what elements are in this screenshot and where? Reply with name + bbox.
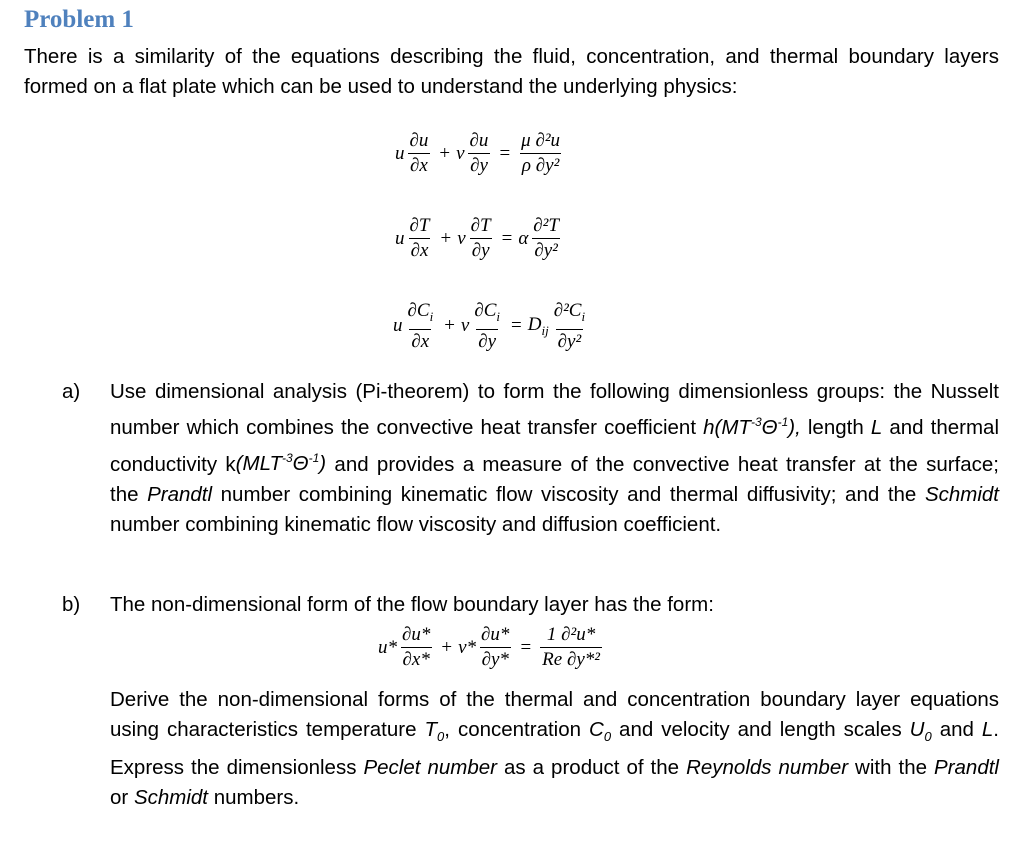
text-run: ) xyxy=(319,452,327,476)
numerator: ∂u xyxy=(409,130,429,151)
energy-equation xyxy=(395,215,564,262)
numerator: ∂u* xyxy=(481,624,510,645)
intro-paragraph: There is a similarity of the equations describing the fluid, concentration, and thermal boundary layers formed on a flat plate which can be used to understand the underlying physics: xyxy=(24,45,999,98)
subscript: ij xyxy=(541,322,549,338)
eq-term: u xyxy=(395,227,405,249)
fraction xyxy=(519,130,562,177)
operator: + xyxy=(441,636,453,658)
nondim-equation xyxy=(378,624,605,671)
numerator: ∂T xyxy=(470,215,491,236)
operator: = xyxy=(511,315,522,337)
text-run: Prandtl xyxy=(147,482,213,506)
eq-term: α xyxy=(518,227,529,249)
eq-term: u* xyxy=(378,636,397,658)
part-a-label: a) xyxy=(62,380,81,403)
denominator: ρ ∂y² xyxy=(521,155,560,176)
text-run: with the xyxy=(848,755,935,779)
operator: + xyxy=(439,142,451,164)
fraction xyxy=(540,624,602,671)
eq-term: v xyxy=(457,227,466,249)
h-unit xyxy=(703,416,801,439)
num-text: ∂²C xyxy=(553,300,582,321)
text-run: U xyxy=(909,718,925,742)
numerator xyxy=(472,300,502,329)
c0-symbol xyxy=(589,718,612,745)
text-run: numbers. xyxy=(208,786,300,810)
fraction xyxy=(408,130,431,177)
num-text: ∂C xyxy=(474,300,497,321)
superscript: -3 xyxy=(281,451,293,466)
text-run: T xyxy=(424,718,438,742)
k-unit xyxy=(236,452,326,475)
fraction xyxy=(552,300,587,353)
numerator: 1 ∂²u* xyxy=(546,624,596,645)
denominator: ∂y* xyxy=(481,649,509,670)
operator: + xyxy=(440,227,452,249)
numerator: ∂T xyxy=(409,215,430,236)
numerator: ∂u* xyxy=(402,624,431,645)
subscript: 0 xyxy=(603,729,612,745)
momentum-equation xyxy=(395,130,565,177)
fraction xyxy=(406,300,436,353)
text-run: and xyxy=(931,718,982,742)
eq-term: u xyxy=(395,142,405,164)
numerator: μ ∂²u xyxy=(521,130,561,151)
fraction xyxy=(531,215,561,262)
t0-symbol xyxy=(424,718,445,745)
text-run: Derive the non-dimensional forms of the thermal and concentration boundary layer equations using characteristics temperature xyxy=(110,688,999,742)
text-run: , concentration xyxy=(444,718,590,742)
text-run: length xyxy=(800,416,871,440)
coef: D xyxy=(527,314,542,335)
numerator xyxy=(406,300,436,329)
text-run: h(MT xyxy=(703,416,751,440)
eq-term: v xyxy=(460,315,470,337)
text-run: Θ xyxy=(761,416,778,440)
subscript: 0 xyxy=(437,729,445,745)
eq-term: v* xyxy=(458,636,477,658)
u0-symbol xyxy=(909,718,932,745)
fraction xyxy=(479,624,511,671)
eq-term: v xyxy=(456,142,465,164)
text-run: Θ xyxy=(292,452,309,476)
denominator: ∂y xyxy=(471,240,490,261)
text-run: number combining kinematic flow viscosity and thermal diffusivity; and the xyxy=(212,482,925,506)
text-run: . Express the dimensionless xyxy=(110,718,999,779)
denominator: ∂y² xyxy=(557,330,582,352)
operator: = xyxy=(499,142,511,164)
eq-term xyxy=(528,314,549,339)
subscript: i xyxy=(429,308,434,324)
numerator: ∂u xyxy=(469,130,489,151)
fraction xyxy=(400,624,432,671)
subscript: i xyxy=(496,308,501,324)
text-run: ), xyxy=(788,416,801,440)
part-b-text xyxy=(110,685,999,814)
part-a-text xyxy=(110,377,999,541)
denominator: ∂x xyxy=(410,155,428,176)
operator: = xyxy=(501,227,513,249)
num-text: ∂C xyxy=(407,300,430,321)
numerator: ∂²T xyxy=(533,215,559,236)
superscript: -3 xyxy=(750,415,762,430)
text-run: Schmidt xyxy=(924,482,999,506)
species-equation xyxy=(393,300,590,353)
part-b-label: b) xyxy=(62,593,81,616)
text-run: or xyxy=(110,786,134,810)
text-run: Reynolds number xyxy=(686,755,849,779)
text-run: and velocity and length scales xyxy=(611,718,910,742)
text-run: L xyxy=(870,416,883,440)
text-run: L xyxy=(981,718,994,742)
text-run: (MLT xyxy=(235,452,282,476)
problem-title: Problem 1 xyxy=(24,6,134,33)
fraction xyxy=(472,300,502,353)
fraction xyxy=(469,215,493,262)
denominator: ∂y xyxy=(478,330,497,352)
text-run: Use dimensional analysis (Pi-theorem) to form the following dimensionless groups: the Nusselt number which combines the convective heat transfer coefficient xyxy=(110,380,999,440)
fraction xyxy=(468,130,491,177)
eq-term: u xyxy=(393,315,403,337)
text-run: Schmidt xyxy=(133,786,208,810)
part-b-lead: The non-dimensional form of the flow boundary layer has the form: xyxy=(110,593,714,616)
subscript: i xyxy=(581,308,586,324)
denominator: ∂x xyxy=(411,330,430,352)
numerator xyxy=(552,300,587,329)
text-run: Prandtl xyxy=(934,755,999,779)
text-run: Peclet number xyxy=(363,755,497,779)
text-run: and provides a measure of the convective heat transfer at the surface; the xyxy=(110,452,999,506)
denominator: ∂x* xyxy=(402,649,430,670)
fraction xyxy=(408,215,432,262)
superscript: -1 xyxy=(308,451,320,466)
subscript: 0 xyxy=(924,729,932,745)
text-run: and thermal conductivity k xyxy=(110,416,1000,476)
text-run: as a product of the xyxy=(496,755,687,779)
operator: = xyxy=(520,636,532,658)
operator: + xyxy=(444,315,455,337)
text-run: C xyxy=(589,718,604,742)
denominator: ∂y xyxy=(470,155,488,176)
text-run: number combining kinematic flow viscosity and diffusion coefficient. xyxy=(110,513,722,537)
denominator: ∂x xyxy=(410,240,429,261)
denominator: ∂y² xyxy=(534,240,558,261)
denominator: Re ∂y*² xyxy=(542,649,600,670)
superscript: -1 xyxy=(777,415,789,430)
